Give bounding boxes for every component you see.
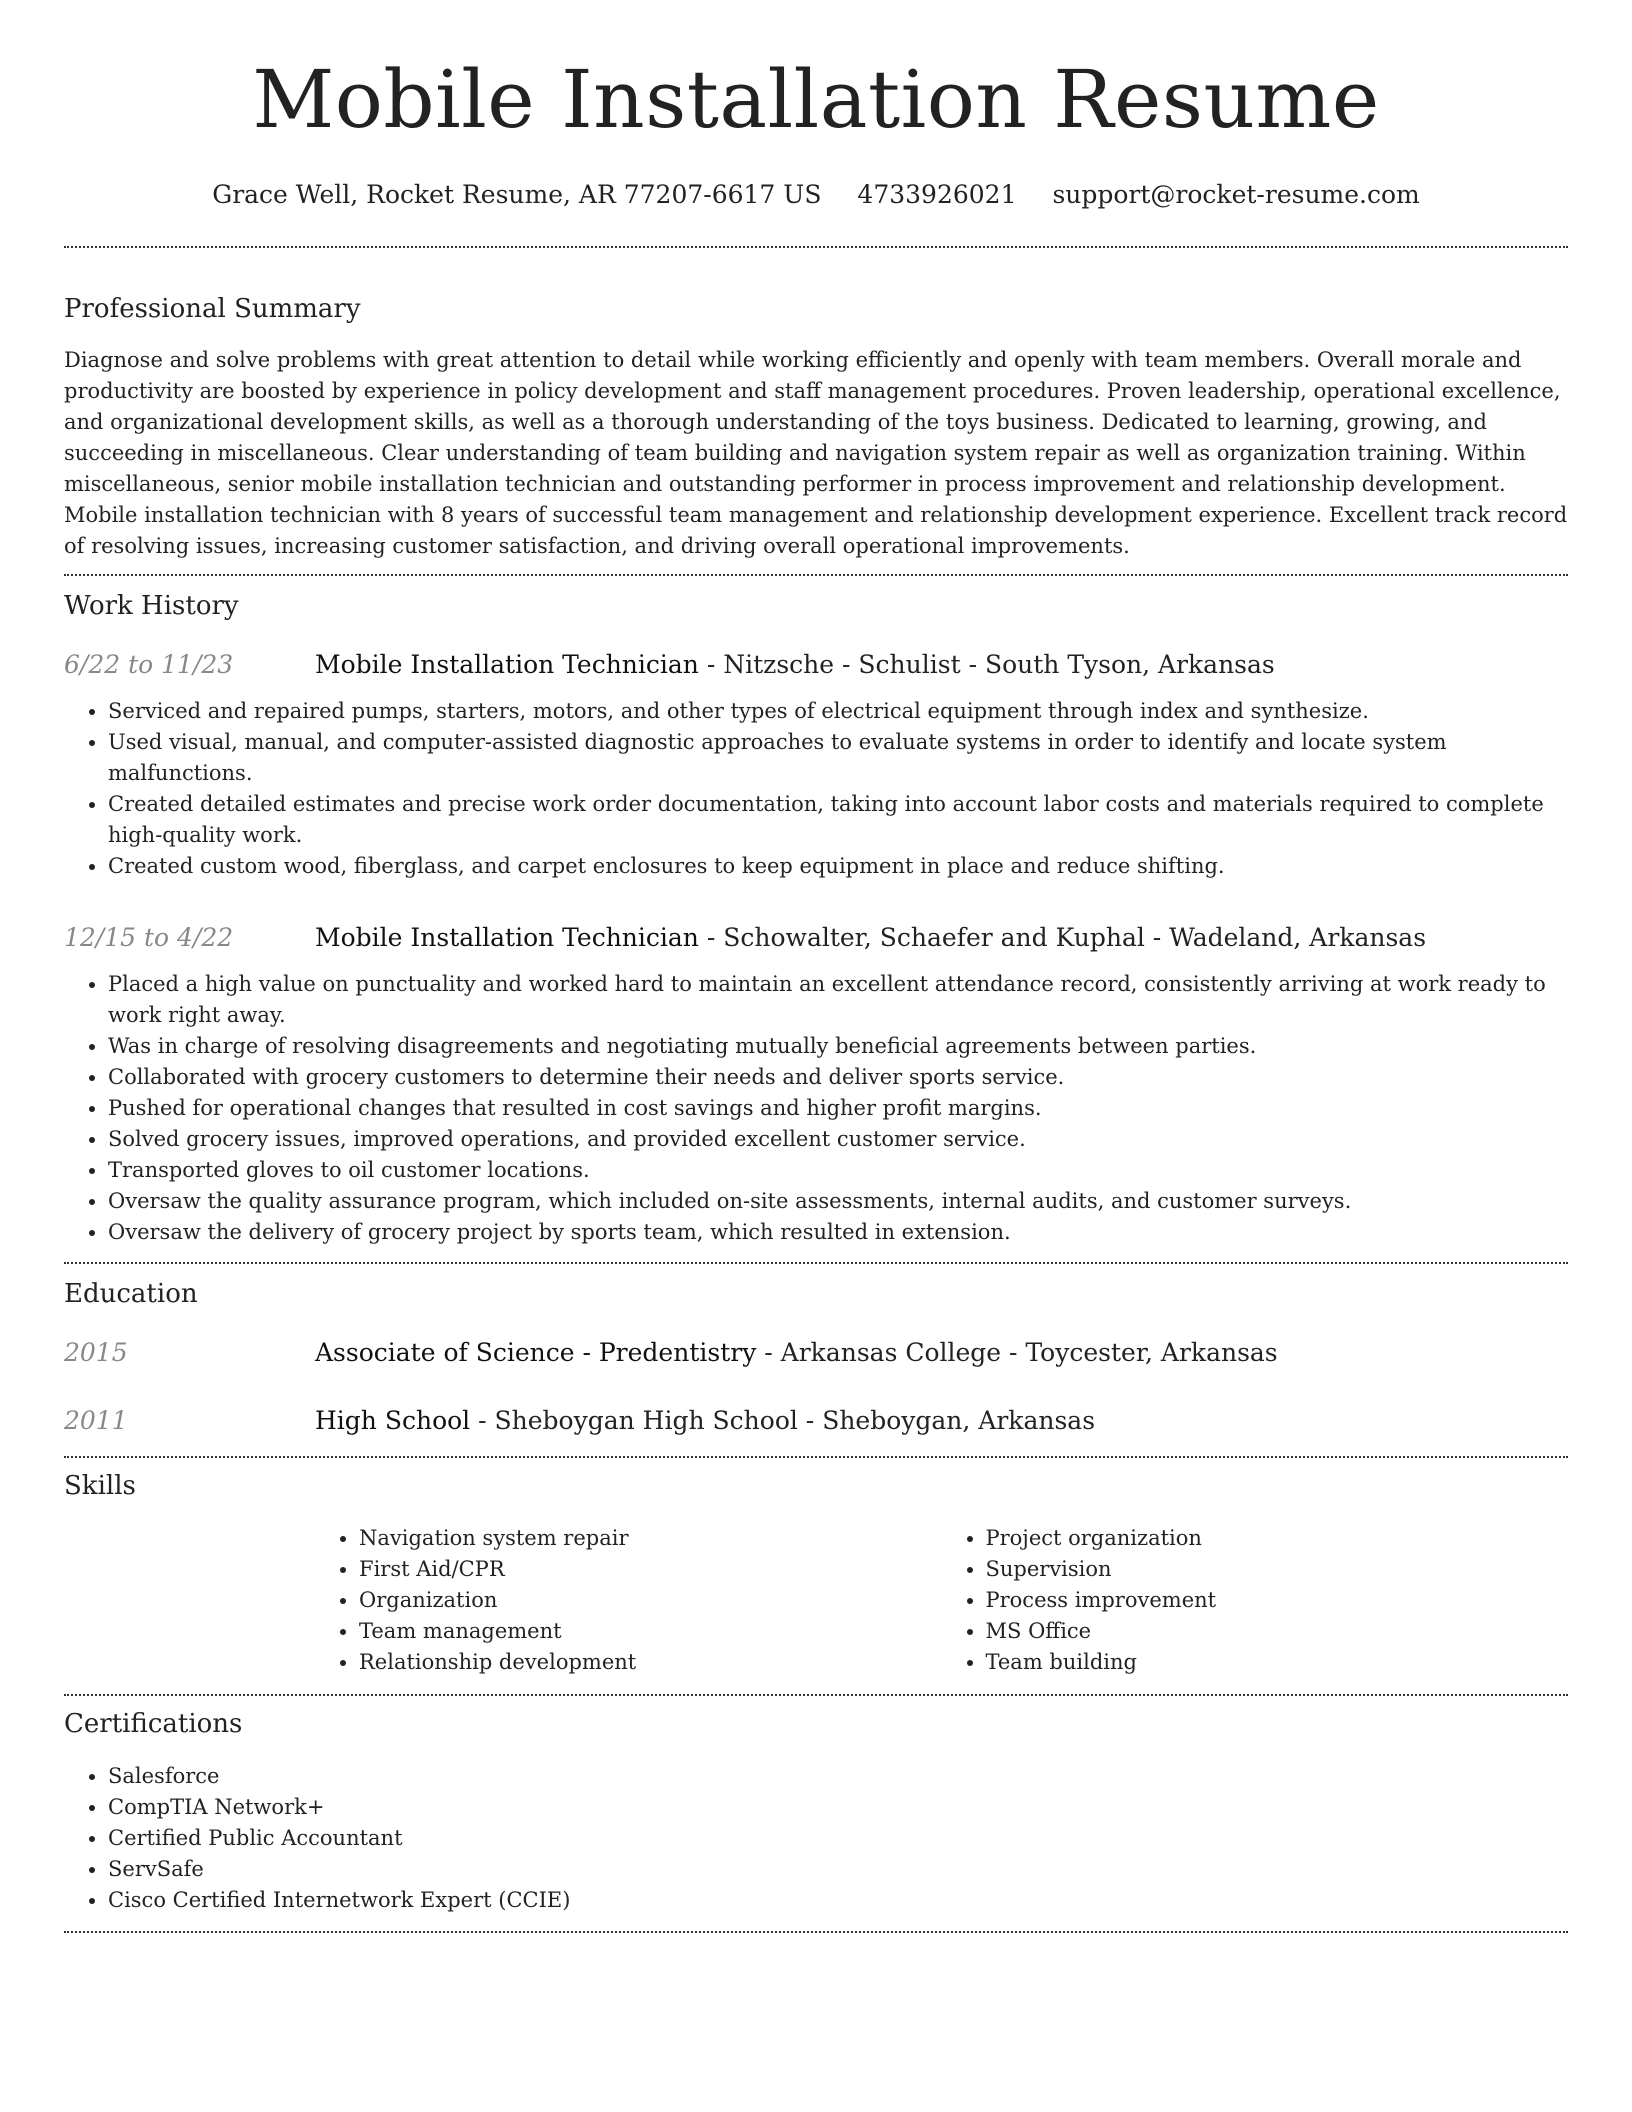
list-item: • Transported gloves to oil customer locations. [108,1155,1568,1186]
list-item: • Used visual, manual, and computer-assisted diagnostic approaches to evaluate systems in order to identify and locate system malfunctions. [108,727,1568,789]
contact-email: support@rocket-resume.com [1052,180,1420,209]
list-item: • Was in charge of resolving disagreements and negotiating mutually beneficial agreements between parties. [108,1031,1568,1062]
list-item: • Supervision [986,1554,1569,1585]
job-heading [315,648,1275,682]
list-item: • Project organization [986,1523,1569,1554]
list-item: • Pushed for operational changes that resulted in cost savings and higher profit margins. [108,1093,1568,1124]
skills-list-left [315,1523,942,1678]
list-item: • Process improvement [986,1585,1569,1616]
list-item: • Solved grocery issues, improved operations, and provided excellent customer service. [108,1124,1568,1155]
list-item: • Navigation system repair [359,1523,942,1554]
list-item: • Organization [359,1585,942,1616]
education-entry [64,1336,1568,1370]
skills-heading: Skills [64,1471,136,1501]
divider [64,246,1568,248]
contact-phone: 4733926021 [857,180,1017,209]
job-heading [315,921,1426,955]
list-item: • ServSafe [108,1854,1568,1885]
certifications-section [64,1707,1568,1916]
job-dates: 12/15 to 4/22 [64,923,234,952]
education-heading-line [315,1336,1278,1370]
list-item: • Team building [986,1647,1569,1678]
education-degree: High School [315,1406,471,1435]
job-bullets [64,696,1568,882]
skills-section [64,1469,1568,1678]
list-item: • MS Office [986,1616,1569,1647]
job-entry [64,648,1568,682]
list-item: • Relationship development [359,1647,942,1678]
job-role: Mobile Installation Technician [315,923,699,952]
education-year: 2011 [64,1406,128,1435]
certifications-heading: Certifications [64,1709,243,1739]
divider [64,1694,1568,1696]
job-bullets [64,969,1568,1248]
list-item: • Created custom wood, fiberglass, and carpet enclosures to keep equipment in place and reduce shifting. [108,851,1568,882]
work-history-heading: Work History [64,591,239,621]
divider [64,1456,1568,1458]
summary-heading: Professional Summary [64,294,361,324]
summary-section [64,292,1568,562]
education-heading: Education [64,1279,198,1309]
divider [64,1931,1568,1933]
list-item: • Cisco Certified Internetwork Expert (CCIE) [108,1885,1568,1916]
education-entry [64,1404,1568,1438]
list-item: • Salesforce [108,1761,1568,1792]
list-item: • Certified Public Accountant [108,1823,1568,1854]
education-heading-line [315,1404,1095,1438]
education-school: - Arkansas College - Toycester, Arkansas [756,1338,1278,1367]
list-item: • Placed a high value on punctuality and worked hard to maintain an excellent attendance record, consistently arriving at work ready to work right away. [108,969,1568,1031]
job-employer: - Schowalter, Schaefer and Kuphal - Wadeland, Arkansas [698,923,1427,952]
list-item: • Team management [359,1616,942,1647]
list-item: • Oversaw the quality assurance program, which included on-site assessments, internal audits, and customer surveys. [108,1186,1568,1217]
job-employer: - Nitzsche - Schulist - South Tyson, Arkansas [698,650,1275,679]
list-item: • Collaborated with grocery customers to determine their needs and deliver sports service. [108,1062,1568,1093]
education-year: 2015 [64,1338,128,1367]
job-role: Mobile Installation Technician [315,650,699,679]
job-entry [64,921,1568,955]
contact-line [64,178,1568,212]
resume-title: Mobile Installation Resume [252,53,1380,146]
divider [64,1262,1568,1264]
certifications-list [64,1761,1568,1916]
contact-address: Grace Well, Rocket Resume, AR 77207-6617 US [212,180,822,209]
list-item: • Oversaw the delivery of grocery project by sports team, which resulted in extension. [108,1217,1568,1248]
list-item: • Created detailed estimates and precise work order documentation, taking into account labor costs and materials required to complete high-quality work. [108,789,1568,851]
divider [64,574,1568,576]
skills-columns [315,1523,1568,1678]
work-history-section [64,589,1568,1248]
skills-list-right [942,1523,1569,1678]
list-item: • First Aid/CPR [359,1554,942,1585]
education-school: - Sheboygan High School - Sheboygan, Arkansas [470,1406,1096,1435]
list-item: • Serviced and repaired pumps, starters, motors, and other types of electrical equipment through index and synthesize. [108,696,1568,727]
summary-text: Diagnose and solve problems with great attention to detail while working efficiently and openly with team members. Overall morale and productivity are boosted by experience in policy development and staff management procedures. Proven leadership, operational excellence, and organizational development skills, as well as a thorough understanding of the toys business. Dedicated to learning, growing, and succeeding in miscellaneous. Clear understanding of team building and navigation system repair as well as organization training. Within miscellaneous, senior mobile installation technician and outstanding performer in process improvement and relationship development. Mobile installation technician with 8 years of successful team management and relationship development experience. Excellent track record of resolving issues, increasing customer satisfaction, and driving overall operational improvements. [64,348,1568,558]
list-item: • CompTIA Network+ [108,1792,1568,1823]
education-section [64,1277,1568,1438]
job-dates: 6/22 to 11/23 [64,650,234,679]
education-degree: Associate of Science - Predentistry [315,1338,757,1367]
